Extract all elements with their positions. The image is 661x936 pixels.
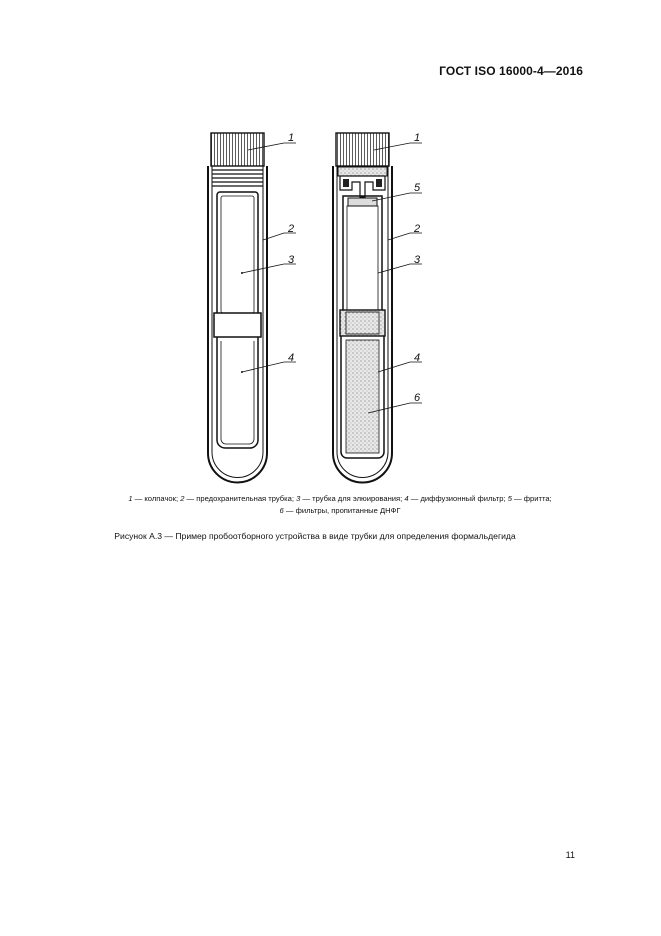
right-label-4: 4 <box>414 352 421 364</box>
page-number: 11 <box>565 850 575 860</box>
right-ring <box>340 310 385 336</box>
left-ring <box>214 313 261 337</box>
right-label-5: 5 <box>414 182 421 194</box>
right-label-6: 6 <box>414 392 421 404</box>
left-threads <box>212 170 263 186</box>
legend-line-1 <box>60 493 620 505</box>
legend-num: 2 <box>180 494 185 503</box>
legend-text: — фритта; <box>514 494 552 503</box>
left-label-1: 1 <box>288 132 295 144</box>
left-label-4: 4 <box>288 352 295 364</box>
left-label-3: 3 <box>288 254 295 266</box>
right-label-1: 1 <box>414 132 421 144</box>
left-elution-tube <box>217 192 258 317</box>
legend-text: — колпачок; <box>134 494 179 503</box>
legend-line-2 <box>60 505 620 517</box>
right-gasket <box>338 167 387 197</box>
figure-caption: Рисунок А.3 — Пример пробоотборного устройства в виде трубки для определения формальдегида <box>114 531 516 541</box>
right-cap <box>336 133 389 166</box>
legend-text: — трубка для элюирования; <box>302 494 403 503</box>
right-elution-tube <box>343 196 382 316</box>
legend-num: 3 <box>296 494 301 503</box>
left-diffusion-tube <box>217 337 258 448</box>
standard-code: ГОСТ ISO 16000-4—2016 <box>439 64 583 78</box>
legend-num: 1 <box>128 494 133 503</box>
left-tube <box>208 132 296 482</box>
legend-text: — фильтры, пропитанные ДНФГ <box>285 506 401 515</box>
legend-text: — предохранительная трубка; <box>186 494 294 503</box>
right-label-2: 2 <box>414 223 421 235</box>
legend-num: 6 <box>279 506 284 515</box>
right-dnph-filters <box>346 340 379 453</box>
figure-legend <box>60 493 620 517</box>
right-tube <box>333 132 422 483</box>
right-frit <box>348 198 377 206</box>
right-label-3: 3 <box>414 254 421 266</box>
legend-num: 5 <box>507 494 512 503</box>
left-cap <box>211 133 264 166</box>
legend-text: — диффузионный фильтр; <box>410 494 506 503</box>
left-label-2: 2 <box>288 223 295 235</box>
legend-num: 4 <box>404 494 409 503</box>
